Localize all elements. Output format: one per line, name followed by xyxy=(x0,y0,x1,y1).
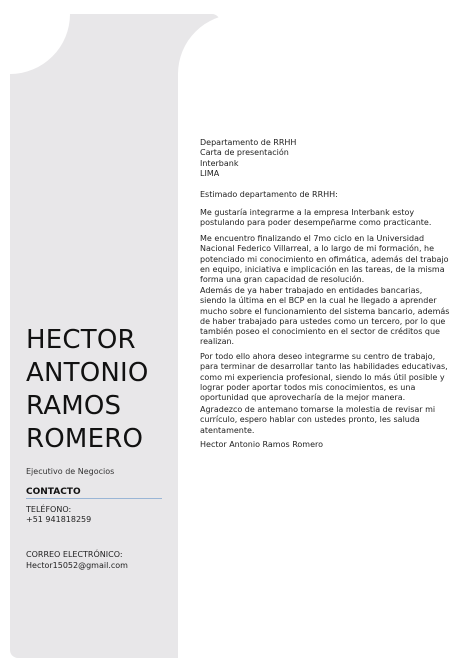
letter-signature: Hector Antonio Ramos Romero xyxy=(200,440,324,449)
letter-salutation: Estimado departamento de RRHH: xyxy=(200,190,338,199)
letter-paragraph-5: Agradezco de antemano tomarse la molestia de revisar mi currículo, espero hablar con ustedes pronto, les saluda atentamente. xyxy=(200,405,436,435)
phone-label: TELÉFONO: xyxy=(26,505,72,514)
letter-header-line-4: LIMA xyxy=(200,168,220,178)
letter-header-line-1: Departamento de RRHH xyxy=(200,138,297,147)
letter-header-line-3: Interbank xyxy=(200,158,239,168)
letter-paragraph-2: Me encuentro finalizando el 7mo ciclo en la Universidad Nacional Federico Villarreal, a lo largo de mi formación, he potenciado mi conocimiento en ofimática, además del trabajo en equipo, iniciativa e implicación en las tareas, de la misma forma una gran capacidad de resolución. xyxy=(200,234,449,285)
letter-paragraph-1: Me gustaría integrarme a la empresa Interbank estoy postulando para poder desempeñarme como practicante. xyxy=(200,208,432,228)
name-line-1: HECTOR xyxy=(26,325,136,355)
contact-divider xyxy=(26,498,162,499)
applicant-name xyxy=(26,324,176,456)
email-label: CORREO ELECTRÓNICO: xyxy=(26,550,123,559)
job-title: Ejecutivo de Negocios xyxy=(26,467,115,476)
phone-value: +51 941818259 xyxy=(26,515,92,524)
name-line-3: RAMOS xyxy=(26,391,122,421)
name-line-4: ROMERO xyxy=(26,424,144,454)
letter-paragraph-3: Además de ya haber trabajado en entidades bancarias, siendo la última en el BCP en la cual he llegado a aprender mucho sobre el funcionamiento del sistema bancario, además de haber trabajado para ustedes como un tercero, por lo que también poseo el conocimiento en el sector de créditos que realizan. xyxy=(200,286,450,347)
email-value: Hector15052@gmail.com xyxy=(26,561,128,570)
letter-paragraph-4: Por todo ello ahora deseo integrarme su centro de trabajo, para terminar de desarrollar tanto las habilidades educativas, como mi experiencia profesional, siendo lo más útil posible y lograr poder aportar todos mis conocimientos, es una oportunidad que aprovecharía de la mejor manera. xyxy=(200,352,448,403)
name-line-2: ANTONIO xyxy=(26,358,149,388)
contact-heading: CONTACTO xyxy=(26,487,81,497)
letter-header-line-2: Carta de presentación xyxy=(200,148,289,158)
letter-header xyxy=(200,138,450,179)
